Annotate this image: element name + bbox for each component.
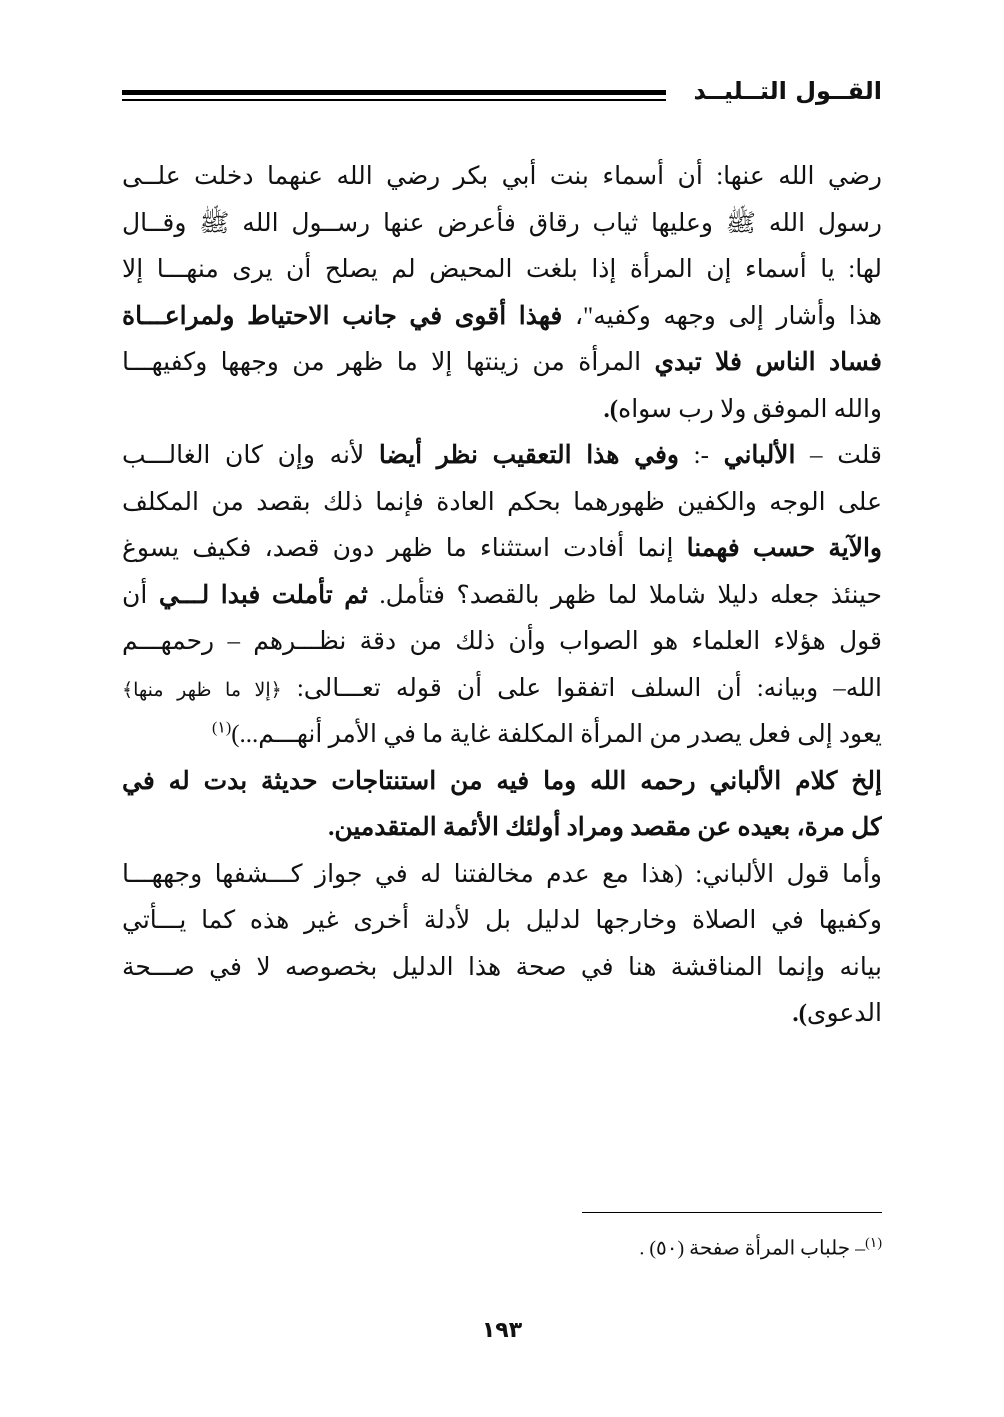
text-line-5	[122, 340, 882, 387]
page-number: ١٩٣	[481, 1318, 523, 1343]
text-line-10-bold: ثم تأملت فبدا لـــي	[158, 581, 368, 609]
text-line-7	[122, 433, 882, 480]
text-line-7-a: قلت –	[795, 442, 882, 469]
footnote-reference[interactable]: (١)	[211, 719, 232, 737]
text-line-11: قول هؤلاء العلماء هو الصواب وأن ذلك من دقة نظـــرهم – رحمهـــم	[122, 628, 882, 655]
text-line-3: لها: يا أسماء إن المرأة إذا بلغت المحيض لم يصلح أن يرى منهـــا إلا	[122, 256, 882, 283]
text-line-17: وكفيها في الصلاة وخارجها لدليل بل لأدلة أخرى غير هذه كما يـــأتي	[122, 907, 882, 934]
footnote	[282, 1230, 882, 1263]
text-line-9-plain: إنما أفادت استثناء ما ظهر دون قصد، فكيف يسوغ	[122, 535, 687, 562]
text-line-2: رسول الله ﷺ وعليها ثياب رقاق فأعرض عنها رســول الله ﷺ وقــال	[122, 209, 882, 237]
text-line-1: رضي الله عنها: أن أسماء بنت أبي بكر رضي الله عنهما دخلت علــى	[122, 163, 882, 190]
text-line-12	[122, 666, 882, 713]
text-line-6-plain: والله الموفق ولا رب سواه	[618, 395, 882, 423]
text-line-8: على الوجه والكفين ظهورهما بحكم العادة فإنما ذلك بقصد من المكلف	[122, 488, 882, 516]
text-line-15: كل مرة، بعيده عن مقصد ومراد أولئك الأئمة المتقدمين.	[328, 814, 882, 841]
text-line-4	[122, 294, 882, 341]
text-line-14: إلخ كلام الألباني رحمه الله وما فيه من استنتاجات حديثة بدت له في	[122, 767, 882, 795]
text-line-19-plain: الدعوى	[806, 1000, 882, 1027]
text-line-7-c: -:	[679, 442, 724, 469]
text-line-10-c: أن	[122, 581, 159, 609]
footnote-marker: (١)	[865, 1236, 882, 1251]
text-line-10-a: حينئذ جعله دليلا شاملا لما ظهر بالقصد؟ فتأمل.	[367, 581, 882, 609]
text-line-19	[122, 991, 882, 1038]
text-line-7-e: لأنه وإن كان الغالـــب	[122, 442, 379, 469]
text-line-12-plain: الله– وبيانه: أن السلف اتفقوا على أن قوله تعـــالى:	[281, 674, 882, 702]
quran-quote: ﴿إلا ما ظهر منها﴾	[122, 679, 282, 701]
text-line-18: بيانه وإنما المناقشة هنا في صحة هذا الدليل بخصوصه لا في صـــحة	[122, 953, 882, 981]
text-line-5-plain: المرأة من زينتها إلا ما ظهر من وجهها وكفيهـــا	[122, 349, 655, 376]
body-text	[122, 154, 882, 1038]
text-line-4-plain: هذا وأشار إلى وجهه وكفيه"،	[562, 302, 882, 330]
text-line-5-bold: فساد الناس فلا تبدي	[654, 349, 882, 376]
header-rule-thin	[122, 99, 666, 101]
footnote-text: – جلباب المرأة صفحة (٥٠) .	[639, 1237, 866, 1260]
header-rule-thick	[122, 90, 666, 95]
text-line-19-bold: ).	[792, 1000, 807, 1027]
text-line-6-bold: ).	[603, 395, 619, 423]
text-line-7-bold-name: الألباني	[723, 442, 796, 469]
text-line-7-bold: وفي هذا التعقيب نظر أيضا	[378, 442, 680, 469]
running-header	[122, 76, 882, 112]
footnote-separator	[582, 1212, 882, 1213]
text-line-6	[122, 387, 882, 434]
text-line-16: وأما قول الألباني: (هذا مع عدم مخالفتنا له في جواز كـــشفها وجههـــا	[122, 860, 882, 888]
text-line-10	[122, 573, 882, 620]
text-line-13	[122, 712, 882, 759]
text-line-9-bold: والآية حسب فهمنا	[686, 535, 882, 562]
running-title: القــول التــليــد	[693, 77, 882, 105]
text-line-9	[122, 526, 882, 573]
text-line-4-bold: فهذا أقوى في جانب الاحتياط ولمراعـــاة	[122, 302, 563, 330]
text-line-13-plain: يعود إلى فعل يصدر من المرأة المكلفة غاية ما في الأمر أنهـــم...)	[231, 721, 882, 748]
